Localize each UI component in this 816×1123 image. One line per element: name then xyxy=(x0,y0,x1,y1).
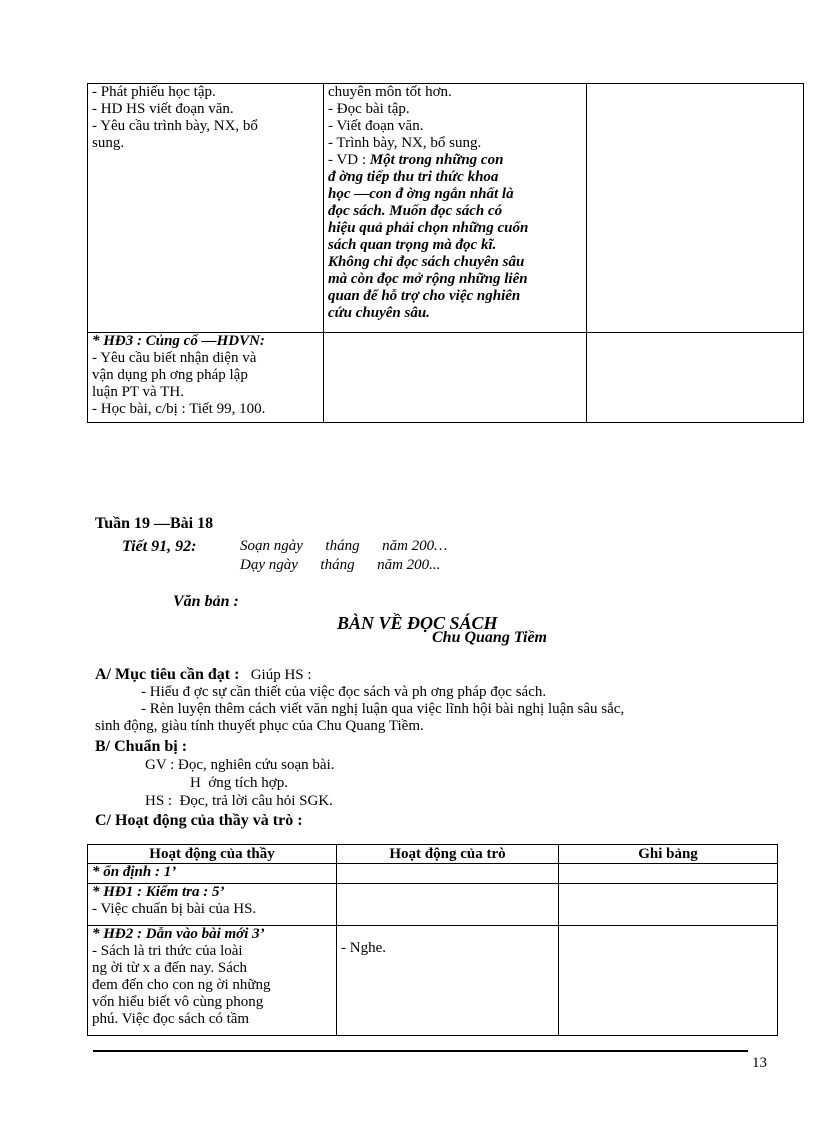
teacher-line: sung. xyxy=(92,135,125,151)
example-text: hiệu quả phải chọn những cuốn xyxy=(328,220,529,236)
teach-date: Dạy ngày tháng năm 200... xyxy=(240,557,441,573)
student-line: - Trình bày, NX, bổ sung. xyxy=(328,135,482,151)
prep-teacher-2: H ớng tích hợp. xyxy=(190,775,288,791)
board-cell xyxy=(559,864,778,884)
week-heading: Tuần 19 —Bài 18 xyxy=(95,515,214,532)
teacher-line: - Yêu cầu biết nhận diện và xyxy=(92,350,257,366)
column-header: Hoạt động của thầy xyxy=(88,845,337,864)
student-line: - Đọc bài tập. xyxy=(328,101,410,117)
teacher-cell xyxy=(88,926,337,1036)
prep-student: HS : Đọc, trả lời câu hỏi SGK. xyxy=(145,793,333,809)
teacher-line: vốn hiểu biết vô cùng phong xyxy=(92,994,264,1010)
page-number: 13 xyxy=(752,1055,767,1071)
example-text: Một trong những con xyxy=(369,152,504,168)
objective-line: sinh động, giàu tính thuyết phục của Chu Quang Tiềm. xyxy=(95,718,424,734)
example-text: mà còn đọc mở rộng những liên xyxy=(328,271,528,287)
activity-heading: * HĐ2 : Dẫn vào bài mới 3’ xyxy=(92,926,265,942)
student-line: - Viết đoạn văn. xyxy=(328,118,424,134)
prep-date: Soạn ngày tháng năm 200… xyxy=(240,538,448,554)
student-line: chuyên môn tốt hơn. xyxy=(328,84,452,100)
example-text: sách quan trọng mà đọc kĩ. xyxy=(328,237,497,253)
prep-teacher: GV : Đọc, nghiên cứu soạn bài. xyxy=(145,757,335,773)
student-line: - Nghe. xyxy=(341,940,386,956)
student-cell xyxy=(324,333,587,423)
footer-rule xyxy=(93,1050,748,1052)
teacher-line: - Yêu cầu trình bày, NX, bổ xyxy=(92,118,258,134)
student-cell xyxy=(324,84,587,333)
teacher-line: - Sách là tri thức của loài xyxy=(92,943,243,959)
teacher-line: - Việc chuẩn bị bài của HS. xyxy=(92,901,257,917)
teacher-line: ng ời từ x a đến nay. Sách xyxy=(92,960,248,976)
teacher-line: đem đến cho con ng ời những xyxy=(92,977,271,993)
example-text: quan để hỗ trợ cho việc nghiên xyxy=(328,288,521,304)
page-title: BÀN VỀ ĐỌC SÁCH xyxy=(337,613,498,633)
activity-heading: * HĐ3 : Củng cố —HDVN: xyxy=(92,333,265,349)
section-a xyxy=(95,666,775,735)
board-cell xyxy=(587,84,804,333)
example-text: học —con đ ờng ngắn nhất là xyxy=(328,186,514,202)
activity-table xyxy=(87,844,778,1036)
board-cell xyxy=(559,884,778,926)
teacher-cell xyxy=(88,864,337,884)
activity-table-continued xyxy=(87,83,804,423)
author-name: Chu Quang Tiềm xyxy=(432,629,547,646)
student-cell xyxy=(337,926,559,1036)
section-a-heading: A/ Mục tiêu cần đạt : xyxy=(95,666,240,683)
text-label: Văn bản : xyxy=(173,593,239,610)
board-cell xyxy=(559,926,778,1036)
example-text: đọc sách. Muốn đọc sách có xyxy=(328,203,503,219)
example-prefix: - VD : xyxy=(328,152,367,168)
objective-line: - Rèn luyện thêm cách viết văn nghị luận qua việc lĩnh hội bài nghị luận sâu sắc, xyxy=(141,701,625,717)
teacher-cell xyxy=(88,333,324,423)
teacher-line: phú. Việc đọc sách có tầm xyxy=(92,1011,250,1027)
teacher-line: - Học bài, c/bị : Tiết 99, 100. xyxy=(92,401,266,417)
section-a-intro: Giúp HS : xyxy=(250,667,312,683)
objective-line: - Hiểu đ ợc sự cần thiết của việc đọc sách và ph ơng pháp đọc sách. xyxy=(141,684,547,700)
teacher-cell xyxy=(88,884,337,926)
example-text: đ ờng tiếp thu tri thức khoa xyxy=(328,169,499,185)
column-header: Ghi bảng xyxy=(559,845,778,864)
teacher-line: - Phát phiếu học tập. xyxy=(92,84,216,100)
teacher-cell xyxy=(88,84,324,333)
section-c-heading: C/ Hoạt động của thầy và trò : xyxy=(95,812,303,829)
activity-heading: * ổn định : 1’ xyxy=(92,864,177,880)
teacher-line: - HD HS viết đoạn văn. xyxy=(92,101,234,117)
column-header: Hoạt động của trò xyxy=(337,845,559,864)
example-line xyxy=(328,152,582,169)
student-cell xyxy=(337,884,559,926)
student-cell xyxy=(337,864,559,884)
example-text: cứu chuyên sâu. xyxy=(328,305,430,321)
lesson-number: Tiết 91, 92: xyxy=(122,538,197,555)
section-b-heading: B/ Chuẩn bị : xyxy=(95,738,188,755)
board-cell xyxy=(587,333,804,423)
activity-heading: * HĐ1 : Kiểm tra : 5’ xyxy=(92,884,225,900)
teacher-line: vận dụng ph ơng pháp lập xyxy=(92,367,248,383)
example-text: Không chỉ đọc sách chuyên sâu xyxy=(328,254,525,270)
teacher-line: luận PT và TH. xyxy=(92,384,184,400)
